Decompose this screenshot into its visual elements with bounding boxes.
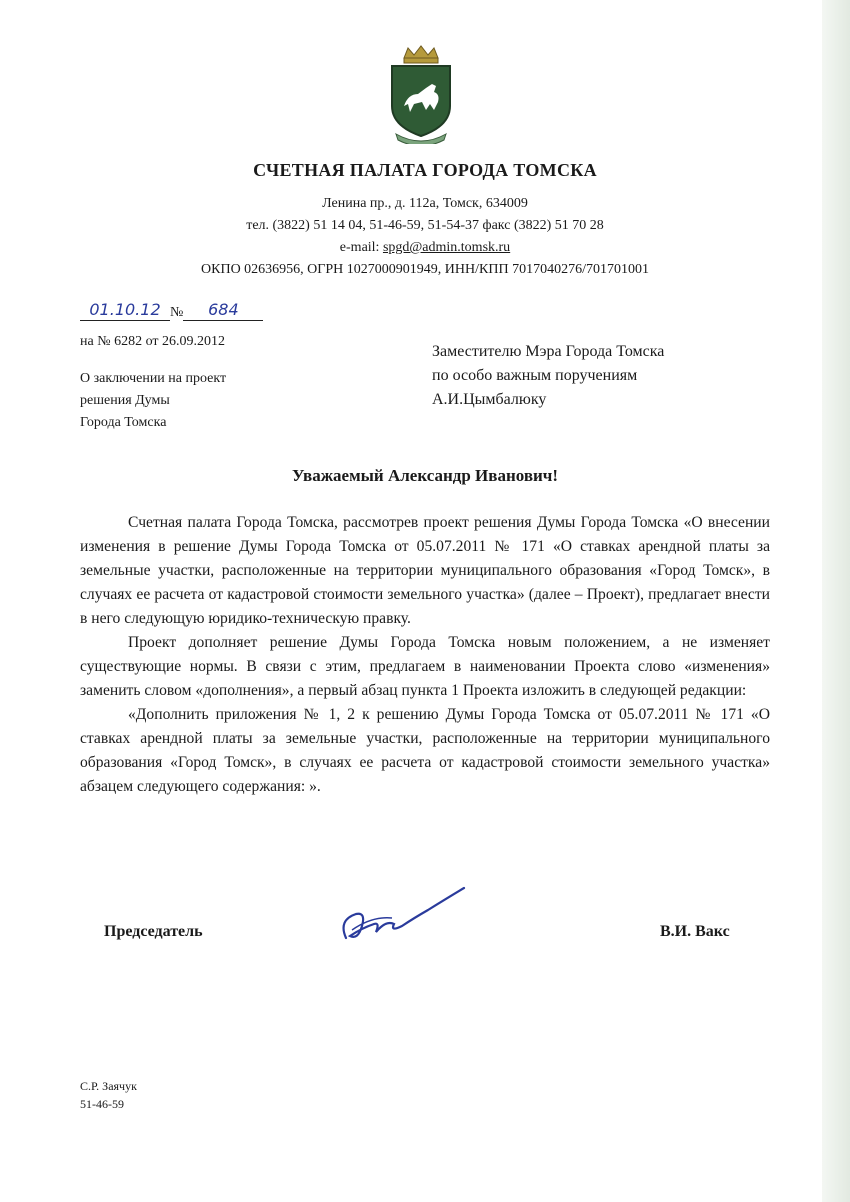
email-link[interactable]: spgd@admin.tomsk.ru xyxy=(382,240,511,255)
body-paragraph: Проект дополняет решение Думы Города Томска новым положением, а не изменяет существующие нормы. В связи с этим, предлагаем в наименовании Проекта слово «изменения» заменить словом «дополнения», а первый абзац пункта 1 Проекта изложить в следующей редакции: xyxy=(80,634,770,699)
outgoing-number-field xyxy=(183,300,263,321)
executor-block xyxy=(80,1077,137,1113)
outgoing-number-value: 684 xyxy=(208,300,239,319)
organization-phones: тел. (3822) 51 14 04, 51-46-59, 51-54-37 факс (3822) 51 70 28 xyxy=(246,218,604,233)
executor-phone: 51-46-59 xyxy=(80,1097,124,1111)
subject-line: Города Томска xyxy=(80,415,167,430)
letter-subject xyxy=(80,368,300,434)
outgoing-number xyxy=(80,300,263,321)
organization-contacts xyxy=(0,193,850,281)
outgoing-date-field xyxy=(80,300,170,321)
greeting: Уважаемый Александр Иванович! xyxy=(291,466,559,485)
email-label: e-mail: xyxy=(339,240,383,255)
organization-registry: ОКПО 02636956, ОГРН 1027000901949, ИНН/КПП 7017040276/701701001 xyxy=(201,262,649,277)
organization-name: СЧЕТНАЯ ПАЛАТА ГОРОДА ТОМСКА xyxy=(253,160,597,180)
addressee-name: А.И.Цымбалюку xyxy=(432,391,547,408)
body-paragraph: «Дополнить приложения № 1, 2 к решению Думы Города Томска от 05.07.2011 № 171 «О ставках арендной платы за земельные участки, расположенные на территории муниципального образования «Город Томск», в случаях ее расчета от кадастровой стоимости земельного участка» абзацем следующего содержания: ». xyxy=(80,706,770,795)
addressee-line: по особо важным поручениям xyxy=(432,367,638,384)
addressee-block xyxy=(432,340,664,412)
handwritten-signature xyxy=(332,880,472,950)
subject-line: О заключении на проект xyxy=(80,371,227,386)
body-paragraph: Счетная палата Города Томска, рассмотрев проект решения Думы Города Томска «О внесении изменения в решение Думы Города Томска от 05.07.2011 № 171 «О ставках арендной платы за земельные участки, расположенные на территории муниципального образования «Город Томск», в случаях ее расчета от кадастровой стоимости земельного участка» (далее – Проект), предлагает внести в него следующую юридико-техническую правку. xyxy=(80,514,770,627)
number-sign: № xyxy=(170,305,184,320)
signatory-title: Председатель xyxy=(104,923,203,940)
incoming-reference: на № 6282 от 26.09.2012 xyxy=(80,334,225,349)
organization-address: Ленина пр., д. 112а, Томск, 634009 xyxy=(322,196,528,211)
outgoing-date: 01.10.12 xyxy=(89,300,161,319)
subject-line: решения Думы xyxy=(80,393,170,408)
letter-body xyxy=(80,511,770,799)
signatory-name: В.И. Вакс xyxy=(660,923,730,940)
addressee-line: Заместителю Мэра Города Томска xyxy=(432,343,665,360)
organization-email-line xyxy=(0,237,850,259)
executor-name: С.Р. Заячук xyxy=(80,1079,137,1093)
coat-of-arms-icon xyxy=(382,44,460,144)
